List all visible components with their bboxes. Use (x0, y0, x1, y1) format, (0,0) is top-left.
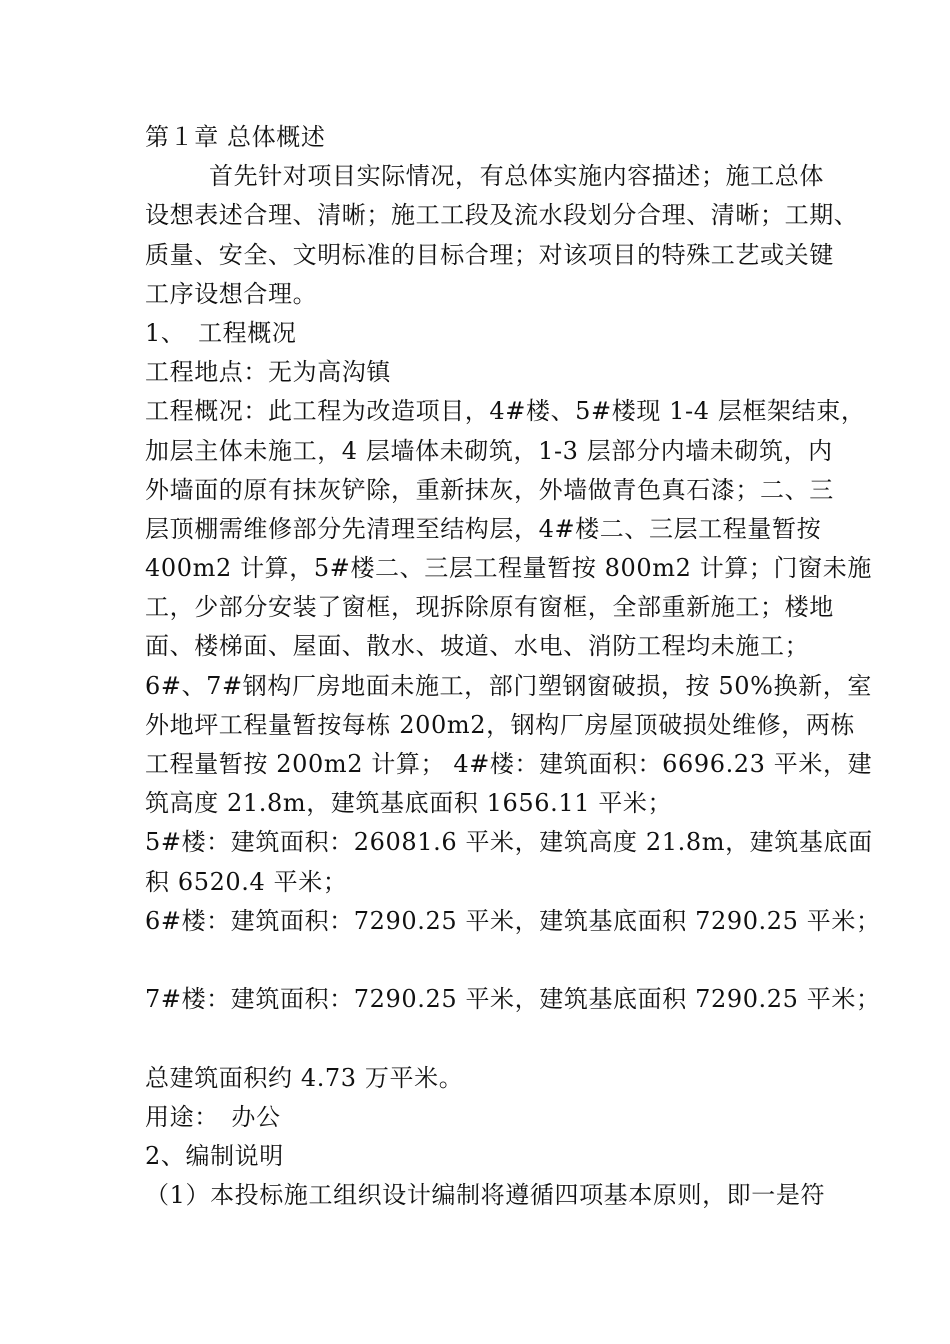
overview-line: 400m2 计算，5#楼二、三层工程量暂按 800m2 计算；门窗未施 (145, 554, 872, 583)
overview-line: 工，少部分安装了窗框，现拆除原有窗框，全部重新施工；楼地 (145, 593, 834, 622)
building-6-line: 6#楼：建筑面积：7290.25 平米，建筑基底面积 7290.25 平米； (145, 906, 881, 935)
intro-line: 工序设想合理。 (145, 279, 318, 308)
building-5-line: 积 6520.4 平米； (145, 867, 348, 896)
section-heading-project-overview: 1、 工程概况 (145, 318, 297, 347)
intro-line: 质量、安全、文明标准的目标合理；对该项目的特殊工艺或关键 (145, 240, 834, 269)
overview-line: 面、楼梯面、屋面、散水、坡道、水电、消防工程均未施工； (145, 632, 810, 661)
overview-line: 层顶棚需维修部分先清理至结构层，4#楼二、三层工程量暂按 (145, 514, 822, 543)
overview-line: 外地坪工程量暂按每栋 200m2，钢构厂房屋顶破损处维修，两栋 (145, 710, 856, 739)
total-area-line: 总建筑面积约 4.73 万平米。 (145, 1063, 464, 1092)
document-body (145, 118, 881, 1215)
intro-line: 设想表述合理、清晰；施工工段及流水段划分合理、清晰；工期、 (145, 201, 859, 230)
overview-line: 外墙面的原有抹灰铲除，重新抹灰，外墙做青色真石漆；二、三 (145, 475, 834, 504)
overview-line: 6#、7#钢构厂房地面未施工，部门塑钢窗破损，按 50%换新，室 (145, 671, 872, 700)
overview-line: 筑高度 21.8m，建筑基底面积 1656.11 平米； (145, 789, 673, 818)
section-heading-compilation-notes: 2、编制说明 (145, 1141, 284, 1170)
overview-line: 工程量暂按 200m2 计算； 4#楼：建筑面积：6696.23 平米，建 (145, 750, 873, 778)
building-7-line: 7#楼：建筑面积：7290.25 平米，建筑基底面积 7290.25 平米； (145, 985, 881, 1014)
overview-line: 工程概况：此工程为改造项目，4#楼、5#楼现 1-4 层框架结束， (145, 397, 866, 426)
chapter-title: 第１章 总体概述 (145, 123, 326, 151)
blank-line (145, 1019, 865, 1058)
building-5-line: 5#楼：建筑面积：26081.6 平米，建筑高度 21.8m，建筑基底面 (145, 828, 873, 857)
intro-line: 首先针对项目实际情况，有总体实施内容描述；施工总体 (209, 162, 824, 191)
overview-line: 加层主体未施工，4 层墙体未砌筑，1-3 层部分内墙未砌筑，内 (145, 436, 833, 465)
blank-line (145, 941, 865, 980)
usage-line: 用途： 办公 (145, 1102, 281, 1131)
project-location: 工程地点：无为高沟镇 (145, 358, 391, 387)
principle-line: （1）本投标施工组织设计编制将遵循四项基本原则，即一是符 (145, 1181, 826, 1210)
